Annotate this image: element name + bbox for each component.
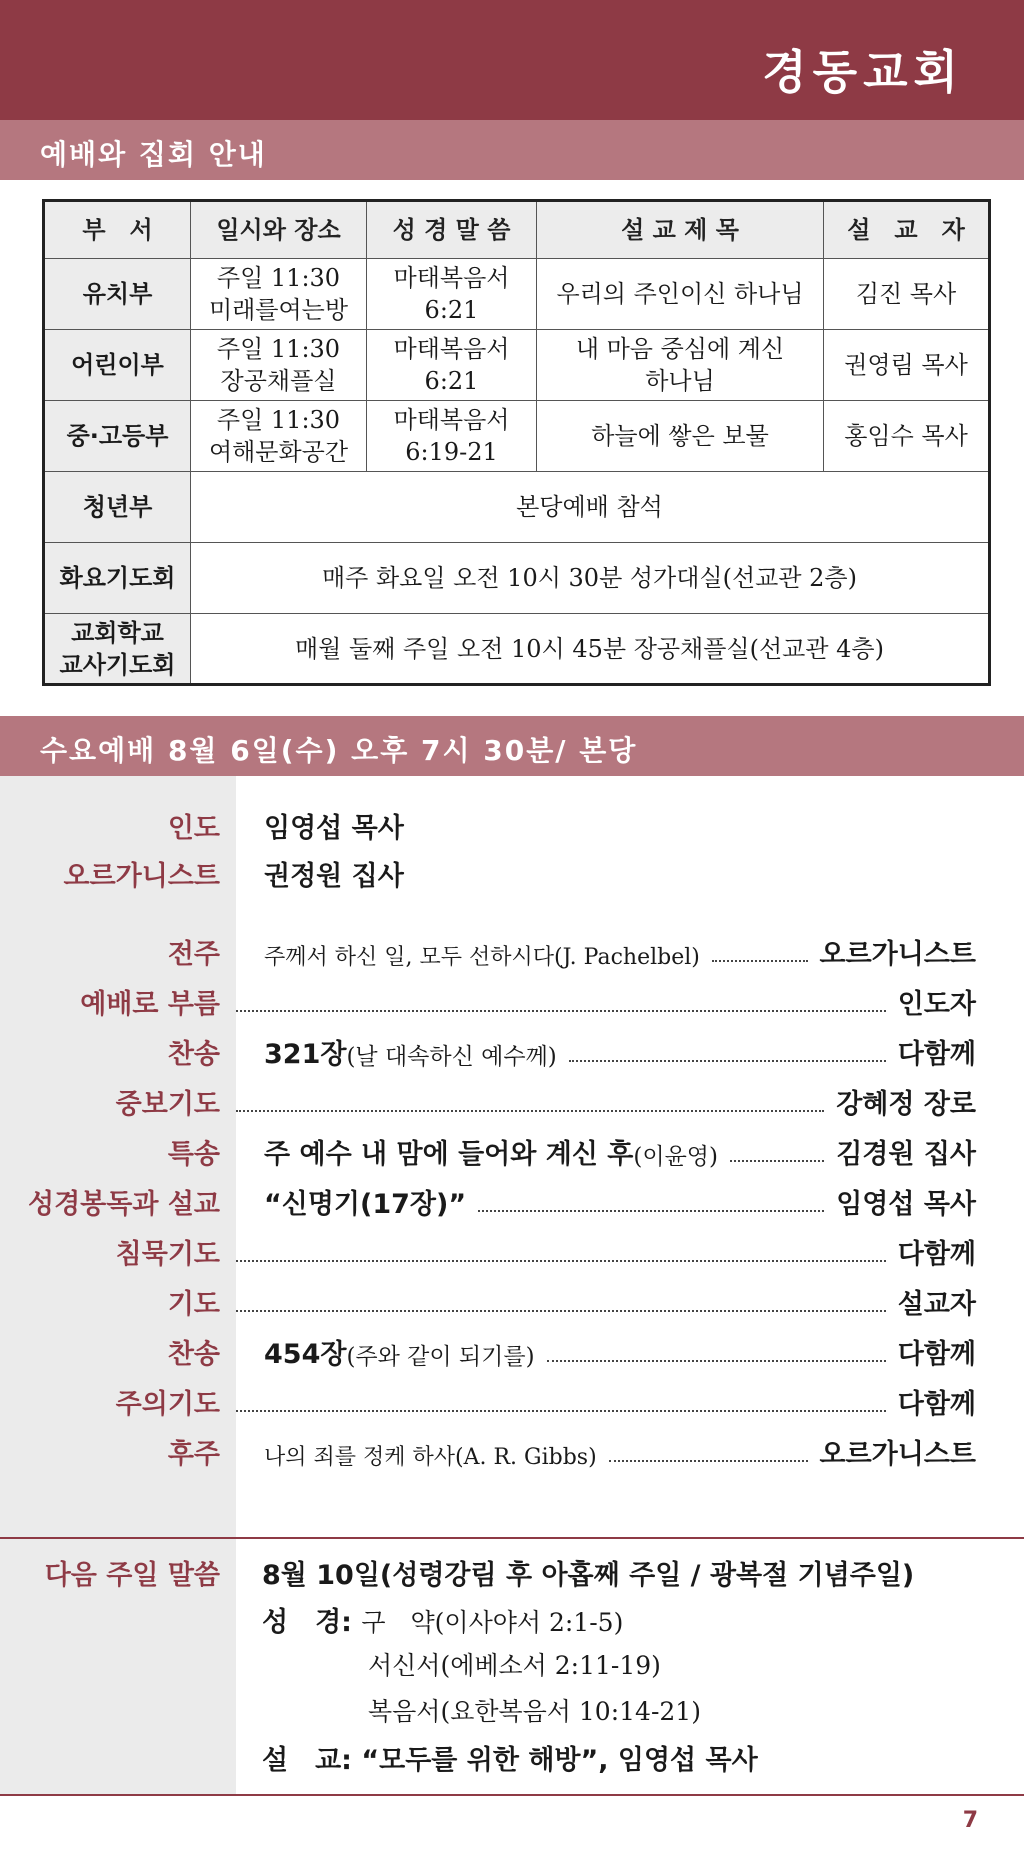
table-row	[44, 472, 990, 543]
order-content	[236, 1282, 976, 1321]
order-title: “신명기(17장)”	[264, 1189, 467, 1220]
leader-dots	[609, 1460, 808, 1462]
page-number: 7	[962, 1808, 978, 1833]
order-content	[264, 1332, 976, 1371]
order-label: 성경봉독과 설교	[28, 1189, 220, 1220]
dept-cell: 유치부	[44, 259, 191, 330]
order-label: 찬송	[167, 1039, 220, 1070]
order-label: 중보기도	[115, 1089, 220, 1120]
divider	[0, 1794, 1024, 1796]
order-title: 주 예수 내 맘에 들어와 계신 후	[264, 1139, 634, 1170]
verse-cell	[367, 401, 537, 472]
leader-dots	[236, 1260, 886, 1262]
order-role: 다함께	[897, 1389, 976, 1420]
order-item-prelude	[0, 926, 1024, 972]
leader-dots	[730, 1160, 824, 1162]
order-item-postlude	[0, 1426, 1024, 1472]
dept-cell: 화요기도회	[44, 543, 191, 614]
table-header-row	[44, 201, 990, 259]
leader-label: 인도	[167, 813, 220, 844]
verse-ref: 6:21	[424, 367, 479, 395]
time: 주일 11:30	[216, 406, 341, 434]
order-content	[264, 1132, 976, 1171]
col-header-title: 설 교 제 목	[537, 201, 824, 259]
order-label: 예배로 부름	[80, 989, 220, 1020]
order-item-sermon	[0, 1176, 1024, 1222]
table-row	[44, 259, 990, 330]
order-content	[264, 1182, 976, 1221]
order-label: 찬송	[167, 1339, 220, 1370]
section-worship-info	[0, 120, 1024, 180]
dept-cell: 청년부	[44, 472, 191, 543]
order-content	[236, 1232, 976, 1271]
verse-ref: 6:19-21	[405, 438, 498, 466]
order-content	[264, 932, 976, 971]
order-role: 김경원 집사	[836, 1139, 976, 1170]
order-label: 특송	[167, 1139, 220, 1170]
scripture-label: 성 경:	[262, 1607, 352, 1638]
order-content	[264, 1432, 976, 1471]
verse-book: 마태복음서	[393, 335, 510, 363]
order-subtitle: (주와 같이 되기를)	[346, 1344, 535, 1370]
order-label: 전주	[167, 939, 220, 970]
time-place-cell	[191, 330, 367, 401]
table-row	[44, 614, 990, 685]
merged-cell: 매주 화요일 오전 10시 30분 성가대실(선교관 2층)	[191, 543, 990, 614]
order-role: 임영섭 목사	[836, 1189, 976, 1220]
order-item-prayer	[0, 1276, 1024, 1322]
order-label: 기도	[167, 1289, 220, 1320]
dept-cell: 어린이부	[44, 330, 191, 401]
organist-content	[264, 854, 976, 893]
order-role: 다함께	[897, 1339, 976, 1370]
time-place-cell	[191, 401, 367, 472]
order-content	[236, 1082, 976, 1121]
verse-cell	[367, 259, 537, 330]
sermon-row	[262, 1738, 758, 1777]
church-name: 경동교회	[762, 45, 964, 99]
leader-dots	[236, 1410, 886, 1412]
sermon-label: 설 교:	[262, 1745, 352, 1776]
col-header-preacher: 설 교 자	[824, 201, 990, 259]
leader-dots	[236, 1010, 886, 1012]
scripture-row	[262, 1600, 623, 1639]
sermon-title-cell: 하늘에 쌓은 보물	[537, 401, 824, 472]
col-header-verse: 성 경 말 씀	[367, 201, 537, 259]
verse-book: 마태복음서	[393, 406, 510, 434]
order-item-call	[0, 976, 1024, 1022]
col-header-time-place: 일시와 장소	[191, 201, 367, 259]
order-role: 인도자	[897, 989, 976, 1020]
next-week-date: 8월 10일(성령강림 후 아홉째 주일 / 광복절 기념주일)	[262, 1560, 915, 1591]
section-wednesday-service	[0, 716, 1024, 776]
order-content	[236, 982, 976, 1021]
leader-dots	[712, 960, 808, 962]
order-role: 다함께	[897, 1039, 976, 1070]
verse-cell	[367, 330, 537, 401]
table-row	[44, 401, 990, 472]
leader-dots	[478, 1210, 824, 1212]
header-bar	[0, 0, 1024, 120]
order-title: 주께서 하신 일, 모두 선하시다(J. Pachelbel)	[264, 945, 700, 970]
dept-cell	[44, 614, 191, 685]
leader-content	[264, 806, 976, 845]
order-content	[236, 1382, 976, 1421]
order-role: 강혜정 장로	[836, 1089, 976, 1120]
place: 장공채플실	[220, 367, 337, 395]
organist-name: 권정원 집사	[264, 861, 404, 892]
epistle-row	[368, 1646, 661, 1682]
leader-dots	[547, 1360, 886, 1362]
order-item-intercession	[0, 1076, 1024, 1122]
sermon-info: “모두를 위한 해방”, 임영섭 목사	[361, 1745, 758, 1776]
order-subtitle: (날 대속하신 예수께)	[346, 1044, 557, 1070]
merged-cell: 본당예배 참석	[191, 472, 990, 543]
order-role: 설교자	[897, 1289, 976, 1320]
table-row	[44, 543, 990, 614]
col-header-dept: 부 서	[44, 201, 191, 259]
old-testament: 구 약(이사야서 2:1-5)	[361, 1608, 624, 1637]
gospel-row	[368, 1692, 701, 1728]
order-item-special	[0, 1126, 1024, 1172]
order-label: 주의기도	[115, 1389, 220, 1420]
place: 미래를여는방	[208, 296, 349, 324]
order-label: 침묵기도	[115, 1239, 220, 1270]
organist-label: 오르가니스트	[63, 861, 220, 892]
order-role: 오르가니스트	[819, 1439, 976, 1470]
order-subtitle: (이윤영)	[633, 1144, 718, 1170]
sermon-title-cell: 내 마음 중심에 계신 하나님	[537, 330, 824, 401]
section-title: 수요예배 8월 6일(수) 오후 7시 30분/ 본당	[40, 734, 638, 767]
gospel: 복음서(요한복음서 10:14-21)	[368, 1697, 701, 1726]
dept-line-2: 교사기도회	[59, 650, 176, 679]
place: 여해문화공간	[208, 438, 349, 466]
dept-cell: 중·고등부	[44, 401, 191, 472]
time: 주일 11:30	[216, 264, 341, 292]
order-item-hymn-2	[0, 1326, 1024, 1372]
order-title: 나의 죄를 정케 하사(A. R. Gibbs)	[264, 1445, 597, 1470]
order-role: 오르가니스트	[819, 939, 976, 970]
schedule-table	[42, 199, 991, 686]
order-item-hymn-1	[0, 1026, 1024, 1072]
order-content	[264, 1032, 976, 1071]
merged-cell: 매월 둘째 주일 오전 10시 45분 장공채플실(선교관 4층)	[191, 614, 990, 685]
order-title: 321장	[264, 1039, 347, 1070]
verse-book: 마태복음서	[393, 264, 510, 292]
leader-dots	[236, 1110, 824, 1112]
dept-line-1: 교회학교	[71, 618, 164, 647]
time: 주일 11:30	[216, 335, 341, 363]
leader-name: 임영섭 목사	[264, 813, 404, 844]
section-title: 예배와 집회 안내	[40, 138, 267, 171]
preacher-cell: 권영림 목사	[824, 330, 990, 401]
next-week-label: 다음 주일 말씀	[44, 1560, 220, 1591]
preacher-cell: 김진 목사	[824, 259, 990, 330]
order-role: 다함께	[897, 1239, 976, 1270]
order-label: 후주	[167, 1439, 220, 1470]
order-item-lords-prayer	[0, 1376, 1024, 1422]
time-place-cell	[191, 259, 367, 330]
epistle: 서신서(에베소서 2:11-19)	[368, 1651, 661, 1680]
order-item-silent-prayer	[0, 1226, 1024, 1272]
verse-ref: 6:21	[424, 296, 479, 324]
table-row	[44, 330, 990, 401]
leader-dots	[236, 1310, 886, 1312]
order-title: 454장	[264, 1339, 347, 1370]
sermon-title-cell: 우리의 주인이신 하나님	[537, 259, 824, 330]
organist-row	[0, 848, 1024, 894]
preacher-cell: 홍임수 목사	[824, 401, 990, 472]
leader-row	[0, 800, 1024, 846]
leader-dots	[569, 1060, 886, 1062]
